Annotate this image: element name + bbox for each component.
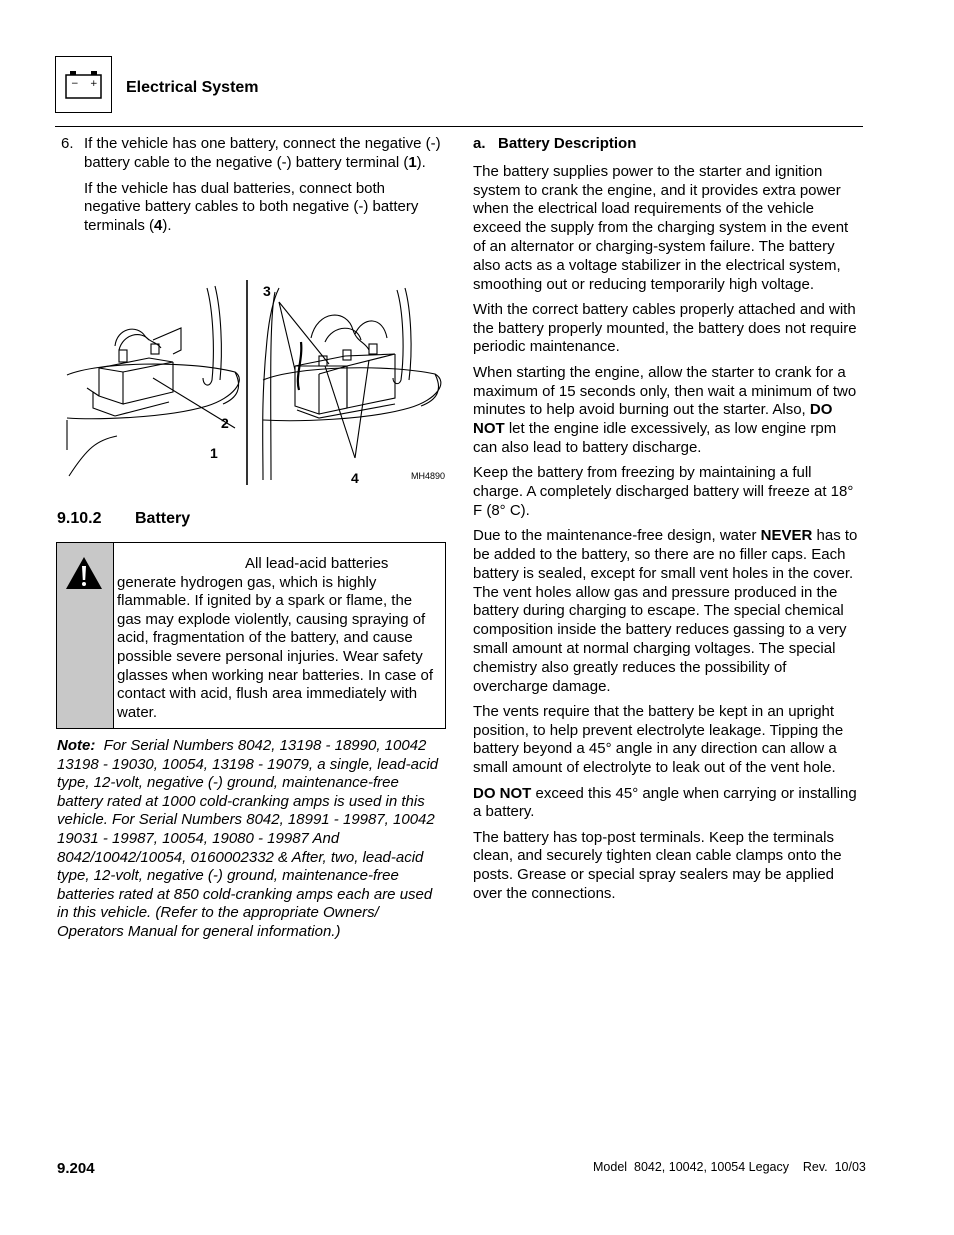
subsection-heading: a. Battery Description <box>473 135 637 152</box>
callout-3: 3 <box>263 283 271 299</box>
step-6-dual-battery: If the vehicle has dual batteries, connect both negative battery cables to both negative (-) battery terminals (4). <box>84 179 419 235</box>
battery-plus-sign: + <box>90 79 98 89</box>
paragraph-terminals: The battery has top-post terminals. Keep the terminals clean, and securely tighten clean cable clamps onto the posts. Grease or special spray sealers may be applied over the connections. <box>473 828 842 902</box>
step-number: 6. <box>61 135 74 152</box>
battery-icon <box>55 56 112 113</box>
paragraph-vents: The vents require that the battery be kept in an upright position, to help prevent electrolyte leakage. Tipping the battery beyond a 45° angle in any direction can allow a small amount of electrolyte to leak out of the vent hole. <box>473 702 844 777</box>
page-section-title: Electrical System <box>126 79 259 96</box>
callout-1: 1 <box>210 445 218 461</box>
warning-box <box>56 542 446 729</box>
section-title: Battery <box>135 510 191 527</box>
paragraph-freezing: Keep the battery from freezing by maintaining a full charge. A completely discharged battery will freeze at 18° F (8° C). <box>473 464 854 519</box>
paragraph-water: Due to the maintenance-free design, water NEVER has to be added to the battery, so there are no filler caps. Each battery is sealed, except for small vent holes in the cover. The vent holes allow gas and pressure produced in the battery during charging to escape. The special chemical composition inside the battery reduces gassing to a very small amount at normal charging voltages. The special chemistry also greatly reduces the possibility of overcharge damage. <box>473 527 858 695</box>
warning-gutter <box>57 543 114 728</box>
warning-icon <box>64 555 104 591</box>
serial-number-note <box>57 737 447 942</box>
header-rule <box>55 126 863 127</box>
paragraph-function: The battery supplies power to the starter and ignition system to crank the engine, and it provides extra power when the electrical load requirements of the vehicle exceed the supply from the charging system in the event of an alternator or charging-system failure. The battery also acts as a voltage stabilizer in the electrical system, smoothing out or reducing temporarily high voltage. <box>473 162 849 293</box>
section-heading <box>57 510 190 528</box>
model-revision: Model 8042, 10042, 10054 Legacy Rev. 10/03 <box>593 1160 866 1174</box>
paragraph-angle: DO NOT exceed this 45° angle when carrying or installing a battery. <box>473 784 857 821</box>
section-icon-box <box>55 56 112 113</box>
battery-minus-sign: − <box>71 79 79 89</box>
battery-description <box>473 135 863 910</box>
page-number: 9.204 <box>57 1160 95 1177</box>
step-6 <box>57 135 442 243</box>
step-6-single-battery: If the vehicle has one battery, connect the negative (-) battery cable to the negative (-) battery terminal (1). <box>84 135 441 171</box>
note-text: For Serial Numbers 8042, 13198 - 18990, 10042 13198 - 19030, 10054, 13198 - 19079, a single, lead-acid type, 12-volt, negative (-) ground, maintenance-free battery rated at 1000 cold-cranking amps is used in this vehicle. For Serial Numbers 8042, 18991 - 19987, 10042 19031 - 19987, 10054, 19080 - 19987 And 8042/10042/10054, 0160002332 & After, two, lead-acid type, 12-volt, negative (-) ground, maintenance-free batteries rated at 850 cold-cranking amps each are used in this vehicle. (Refer to the appropriate Owners/ Operators Manual for general information.) <box>57 737 439 940</box>
callout-2: 2 <box>221 415 229 431</box>
battery-figure <box>57 280 447 490</box>
paragraph-starting: When starting the engine, allow the starter to crank for a maximum of 15 seconds only, then wait a minimum of two minutes to help avoid burning out the starter. Also, DO NOT let the engine idle excessively, as low engine rpm can also lead to battery discharge. <box>473 363 857 456</box>
note-label: Note: <box>57 737 96 754</box>
section-number: 9.10.2 <box>57 510 102 527</box>
warning-text: All lead-acid batteries generate hydrogen gas, which is highly flammable. If ignited by a spark or flame, the gas may explode violently, causing spraying of acid, fragmentation of the battery, and cause possible severe personal injuries. Wear safety glasses when working near batteries. In case of contact with acid, flush area immediately with water. <box>117 555 434 721</box>
callout-4: 4 <box>351 470 359 486</box>
paragraph-maintenance: With the correct battery cables properly attached and with the battery properly mounted, the battery does not require periodic maintenance. <box>473 300 857 356</box>
battery-illustration <box>57 280 447 490</box>
figure-code: MH4890 <box>411 471 446 481</box>
